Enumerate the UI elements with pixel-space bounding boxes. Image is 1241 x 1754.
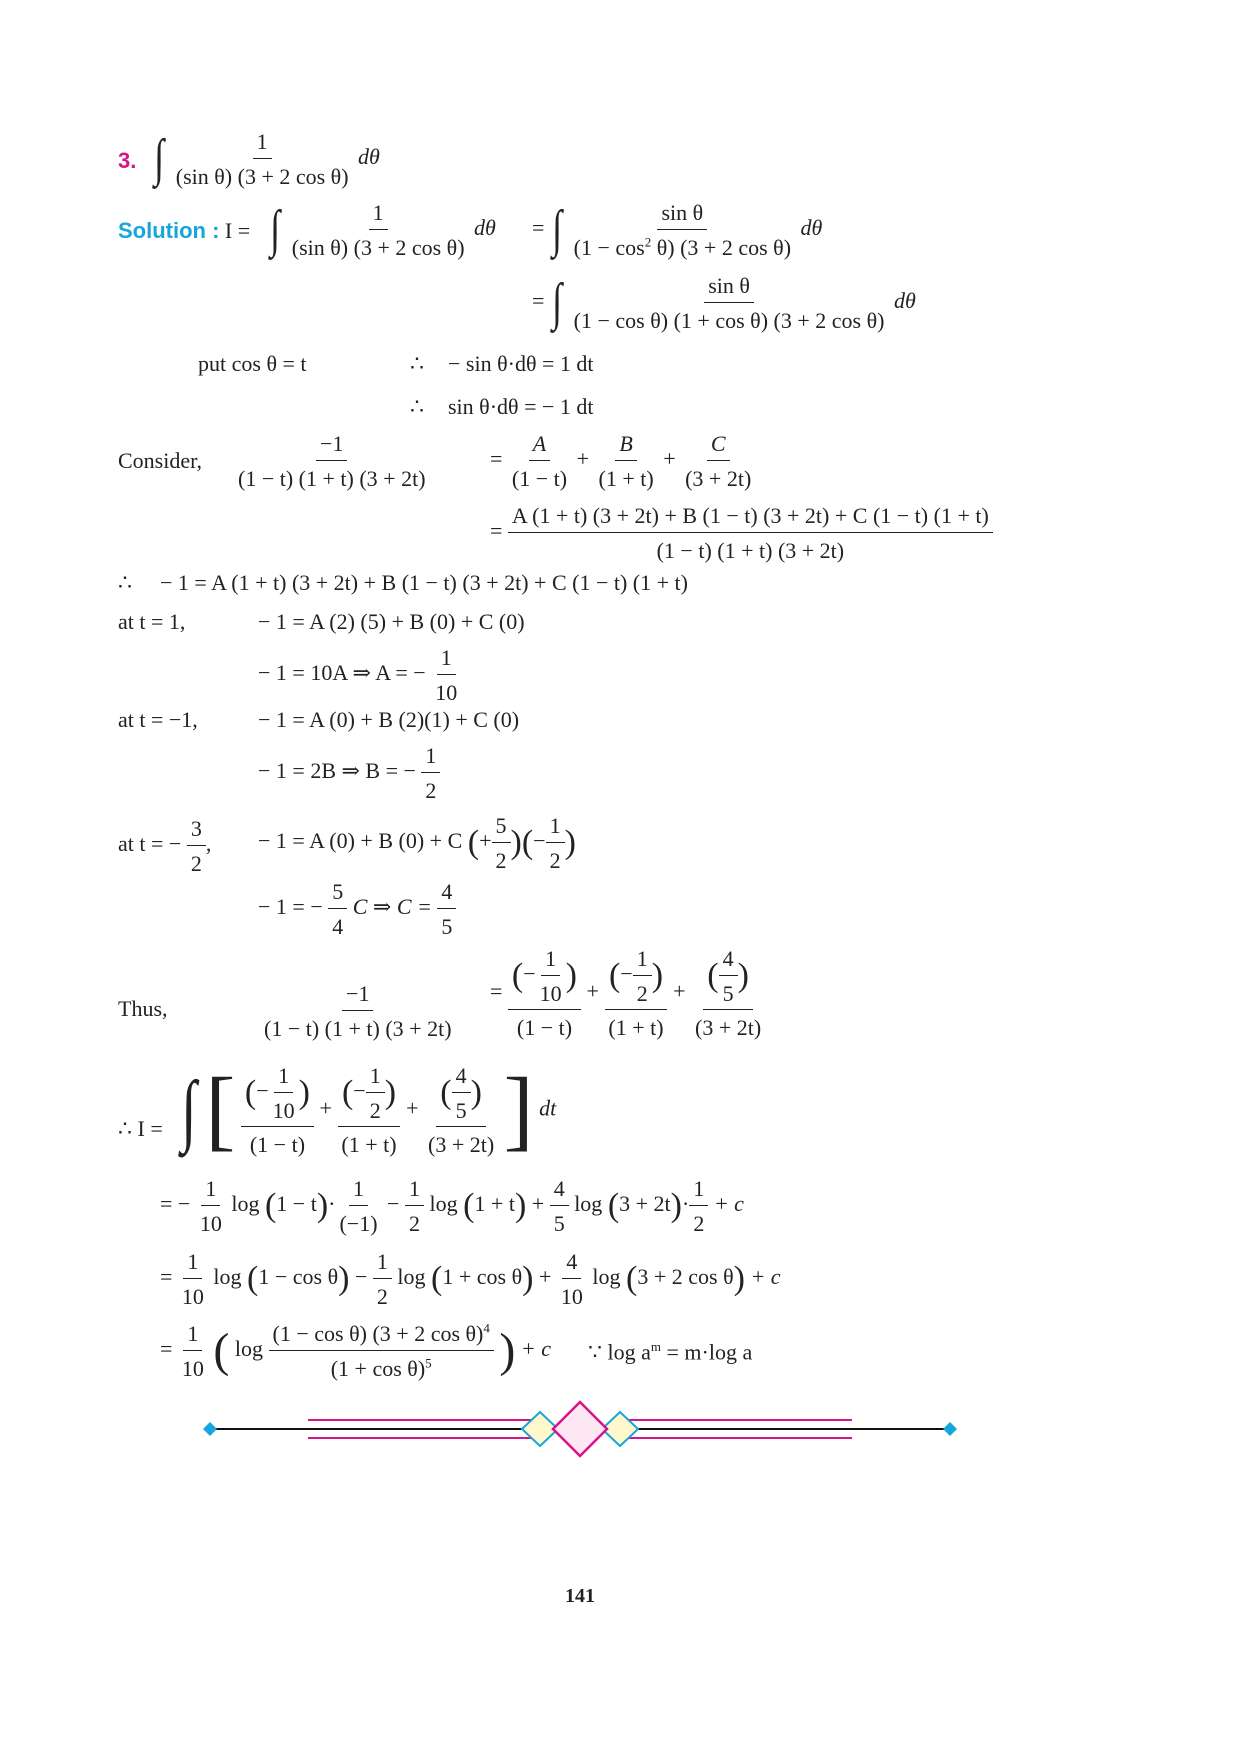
case-t1-line2: − 1 = 10A ⇒ A = − $\frac{1}{10}$ <box>258 645 458 705</box>
case-tm1-label: at t = −1, <box>118 707 198 732</box>
thus-label: Thus, <box>118 996 168 1021</box>
therefore-symbol: ∴ <box>410 394 424 419</box>
final-line-3: = $\frac{1}{10}$ ( log $\frac{(1 - \cos \theta) (3 + 2 \cos \theta)^4}{(1 + \cos \theta)^5}$ ) + c <box>160 1320 551 1381</box>
consider-lhs: $\frac{-1}{(1 - t) (1 + t) (3 + 2t)}$ <box>238 431 426 491</box>
problem-number: 3. <box>118 148 137 173</box>
thus-rhs: = (− $\frac{1}{10}$ ) (1 − t) + (− $\frac{1}{2}$ ) (1 + t) + ( $\frac{4}{5}$ ) (3 + 2t) <box>490 946 762 1040</box>
partial-fractions: = $\frac{A}{(1 - t)}$ + $\frac{B}{(1 + t)}$ + $\frac{C}{(3 + 2t)}$ <box>490 431 752 491</box>
case-t1-label: at t = 1, <box>118 609 186 634</box>
page-number-diamond <box>553 1402 607 1456</box>
page-number: 141 <box>565 1585 595 1607</box>
left-end-diamond <box>203 1422 217 1436</box>
combined-fraction: = $\frac{A (1 + t) (3 + 2t) + B (1 - t) (3 + 2t) + C (1 - t) (1 + t)}{(1 - t) (1 + t) (3 + 2t)}$ <box>490 502 993 564</box>
right-end-diamond <box>943 1422 957 1436</box>
substitution-line-2: sin θ·dθ = − 1 dt <box>448 394 594 419</box>
case-t32-line1: − 1 = A (0) + B (0) + C (+ $\frac{5}{2}$ )(− $\frac{1}{2}$ ) <box>258 813 576 873</box>
identity-equation: − 1 = A (1 + t) (3 + 2t) + B (1 − t) (3 + 2t) + C (1 − t) (1 + t) <box>160 570 688 595</box>
identity-therefore: ∴ <box>118 570 132 595</box>
problem-fraction: $\frac{1}{\text{(sin θ) (3 + 2 cos θ)}}$ <box>175 129 349 189</box>
log-rule-note: ∵ $\log a^m = m\cdot\log$ a <box>588 1339 753 1365</box>
problem-integral: ∫ $\frac{1}{\text{(sin θ) (3 + 2 cos θ)}}$ dθ <box>154 129 380 189</box>
integral-sign: ∫ <box>154 130 165 187</box>
substitution-line-1: − sin θ·dθ = 1 dt <box>448 351 594 376</box>
therefore-symbol: ∴ <box>410 351 424 376</box>
case-tm1-line2: − 1 = 2B ⇒ B = − $\frac{1}{2}$ <box>258 742 440 804</box>
case-tm1-line1: − 1 = A (0) + B (2)(1) + C (0) <box>258 707 520 732</box>
solution-label: Solution : I = <box>118 218 251 243</box>
footer-ornament <box>0 1400 1241 1470</box>
solution-integral-2: = ∫ $\frac{\text{sin θ}}{(1 - \cos^2 \theta) (3 + 2 \cos \theta)}$ dθ <box>532 200 823 260</box>
case-t1-line1: − 1 = A (2) (5) + B (0) + C (0) <box>258 609 525 634</box>
case-t32-line2: − 1 = − $\frac{5}{4}$ C ⇒ C = $\frac{4}{5}$ <box>258 878 456 940</box>
final-integral: ∫ [ (− $\frac{1}{10}$ ) (1 − t) + (− $\frac{1}{2}$ ) (1 + t) + ( $\frac{4}{5}$ ) (3 + 2t) ] dt <box>181 1060 557 1160</box>
thus-lhs: $\frac{-1}{(1 - t) (1 + t) (3 + 2t)}$ <box>264 981 452 1041</box>
solution-integral-1: ∫ $\frac{1}{\text{(sin θ) (3 + 2 cos θ)}}$ dθ <box>270 200 496 260</box>
case-t32-label: at t = − $\frac{3}{2}$ , <box>118 816 212 876</box>
solution-integral-3: = ∫ $\frac{\text{sin θ}}{\text{(1 − cos θ) (1 + cos θ) (3 + 2 cos θ)}}$ dθ <box>532 273 916 333</box>
final-line-2: = $\frac{1}{10}$ log (1 − cos θ) − $\frac{1}{2}$ log (1 + cos θ) + $\frac{4}{10}$ log (3 + 2 cos θ) + c <box>160 1249 781 1309</box>
substitution-put: put cos θ = t <box>198 351 307 376</box>
final-I-label: ∴ I = <box>118 1116 163 1141</box>
final-line-1: = − $\frac{1}{10}$ log (1 − t)· $\frac{1}{(-1)}$ − $\frac{1}{2}$ log (1 + t) + $\frac{4}{5}$ log (3 + 2t)· $\frac{1}{2}$ + c <box>160 1176 744 1236</box>
consider-label: Consider, <box>118 448 203 473</box>
